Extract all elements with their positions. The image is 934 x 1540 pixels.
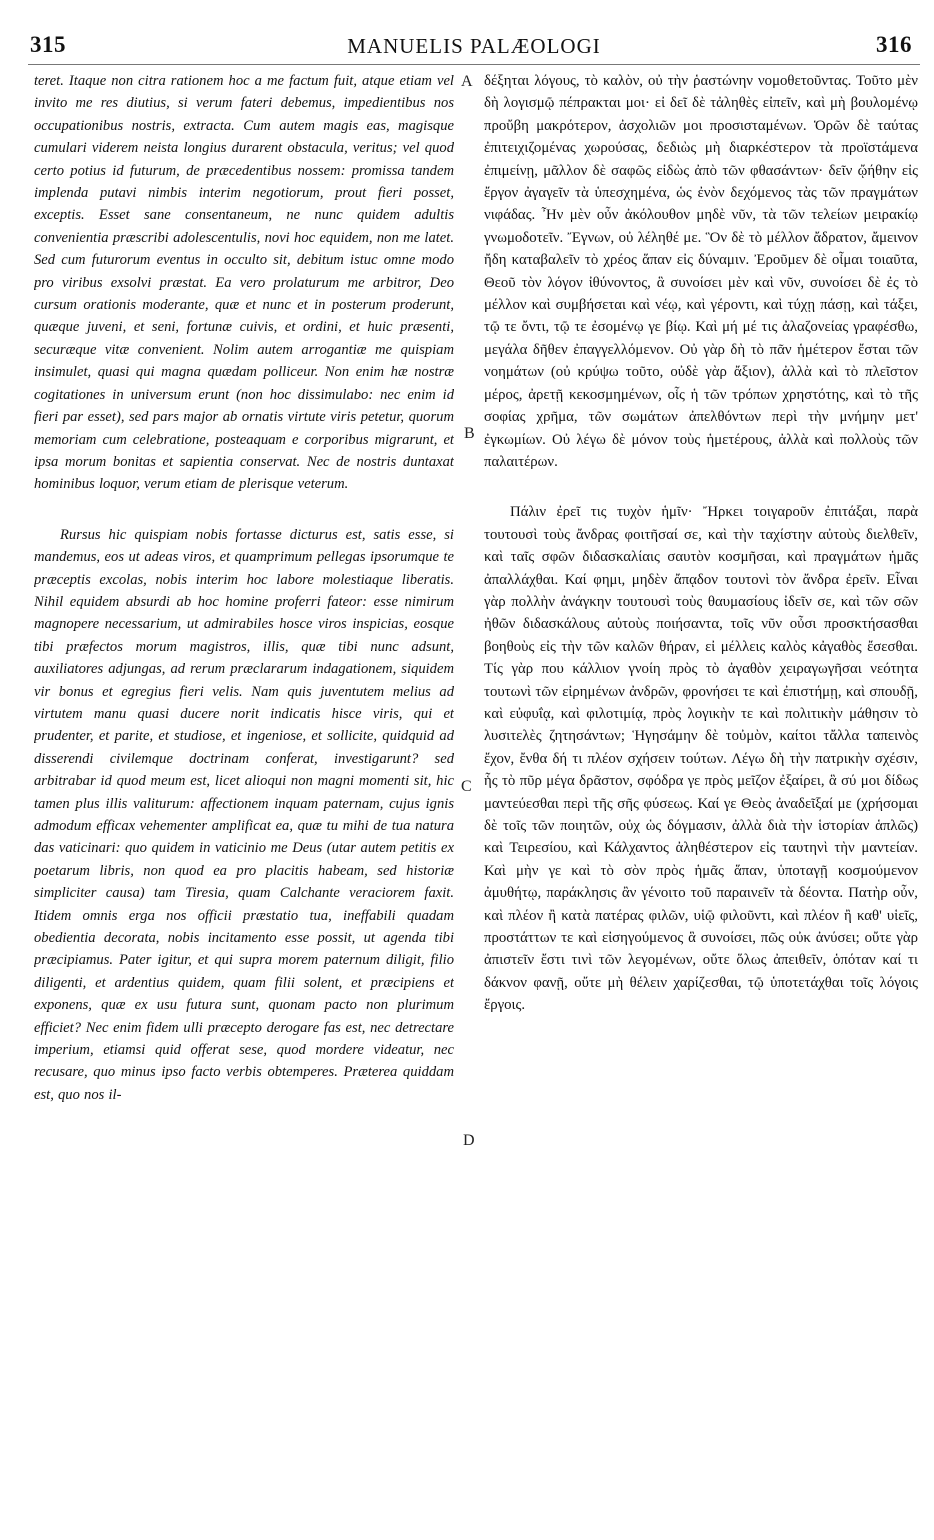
greek-paragraph-1: δέξηται λόγους, τὸ καλὸν, οὐ τὴν ῥαστώνην νομοθετοῦντας. Τοῦτο μὲν δὴ λογισμῷ πέπρακται μοι· εἰ δεῖ δὲ τἀληθὲς εἰπεῖν, καὶ μὴ βουλομένῳ προὔβη μακρότερον, ἀσχολιῶν μοι προσισταμένων. Ὁρῶν δὲ ταύτας ἐπιτειχιζομένας χωρούσας, δεδιὼς μὴ διαρκέστερον τὰ προϊστάμενα ἐπιμείνῃ, μᾶλλον δὲ σαφῶς εἰδὼς ἀπὸ τῶν φθασάντων· δεῖν ᾤήθην εἰς ἔργον ἀγαγεῖν τὰ ὑπεσχημένα, ὡς ἐνὸν δεχόμενος τὰς τῶν πραγμάτων νιφάδας. Ἦν μὲν οὖν ἀκόλουθον μηδὲ νῦν, τὰ τῶν τελείων μειρακίῳ γνωμοδοτεῖν. Ἔγνων, οὐ λέληθέ με. Ὃν δὲ τὸ μέλλον ἄδρατον, ἄμεινον ἤδη καταβαλεῖν τὸ χρέος ἅπαν εἰς δύναμιν. Ἐροῦμεν δὲ οἶμαι τοιαῦτα, Θεοῦ τὸν λόγον ἰθύνοντος, ἃ συνοίσει μὲν καὶ νῦν, συνοίσει δὲ ἐς τὸ μέλλον καὶ συμβήσεται καὶ νέῳ, καὶ γέροντι, καὶ τύχῃ πάσῃ, καὶ τάξει, τῷ τε ὄντι, τῷ τε ἐσομένῳ γε βίῳ. Καὶ μή μέ τις ἀλαζονείας γραφέσθω, μεγάλα δῆθεν ἐπαγγελλόμενον. Οὐ γὰρ δὴ τὸ πᾶν ἡμέτερον ἔσται τῶν νοημάτων (οὐ κρύψω τοῦτο, οὐδὲ γὰρ ἄξιον), ἀλλὰ καὶ τὸ πλεῖστον μέρος, ἀρετῇ κεκοσμημένων, οἷς ἡ τῶν τρόπων χρηστότης, καὶ τὸ τῆς σοφίας χρῆμα, τῶν σωμάτων ἀπελθόντων περὶ τὴν μνήμην μετ' ἐγκωμίων. Οὐ λέγω δὲ μόνον τοὺς ἡμετέρους, ἀλλὰ καὶ πολλοὺς τῶν παλαιτέρων. <box>484 73 918 470</box>
latin-paragraph-2: Rursus hic quispiam nobis fortasse dicturus est, satis esse, si mandemus, eos ut adeas viros, et quamprimum pellegas ipsorumque te præceptis excolas, nobis interim hoc labore molestiaque liberatis. Nihil equidem absurdi ab hoc homine proferri fateor: esse nimirum magnopere necessarium, ut admirabiles hosce viros inspicias, eosque tibi præfectos morum magistros, illis, quæ tibi nunc adsunt, auxiliatores adjungas, ad rerum præclararum indagationem, siquidem vir bonus et egregius fieri velis. Nam quis juventutem melius ad virtutem manu quasi ducere norit indicatis hisce viris, qui et prudenter, et parite, et studiose, et ingeniose, et sollicite, quidquid ad disserendi civilemque doctrinam conferat, investigarunt? sed arbitrabar id quod meum est, licet alioqui non magni momenti sit, hic tamen plus illis valiturum: affectionem inquam paternam, cujus ignis admodum efficax vehementer amplificat ea, quæ tu mihi de tua natura das vaticinari: quo quidem in vaticinio me Deus (utar autem petitis ex poetarum libris, non quod ea pro placitis habeam, sed historiæ simpliciter causa) tam Tiresia, quam Calchante veraciorem faxit. Itidem omnis erga nos officii præstatio tua, ineffabili quadam obedientia decorata, nobis incitamento esse possit, ut agenda tibi præcipiamus. Pater igitur, et qui supra morem paternum diligit, filio diligenti, et ardentius quidem, quam filii solent, et præcipiens et exponens, quæ ex usu futura sunt, quonam pacto non plurimum efficiet? Nec enim fidem ulli præcepto derogare fas est, nec detrectare imperium, etiamsi quid offerat sese, quod mordere videatur, nec recusare, quo minus ipso facto verbis obtemperes. Præterea quiddam est, quo nos il- <box>34 526 454 1103</box>
page-number-right: 316 <box>876 32 912 57</box>
section-marker-c: C <box>461 778 472 795</box>
greek-paragraph-2: Πάλιν ἐρεῖ τις τυχὸν ἡμῖν· Ἤρκει τοιγαροῦν ἐπιτάξαι, παρὰ τουτουσὶ τοὺς ἄνδρας φοιτῆσαί σε, καὶ τὴν ταχίστην αὐτοὺς διελθεῖν, καὶ ταῖς σφῶν διδασκαλίαις σαυτὸν κοσμῆσαι, καὶ πραγμάτων ἡμᾶς ἀπαλλάχθαι. Καί φημι, μηδὲν ἄπᾳδον τουτονὶ τὸν ἄνδρα ἐρεῖν. Εἶναι γὰρ πολλὴν ἀνάγκην τουτουσὶ τοὺς θαυμασίους ἰδεῖν σε, καὶ τῶν σῶν ἠθῶν διδασκάλους αὐτοὺς ποιήσαντα, τοῖς νῦν οὖσι προσκτήσασθαι βοηθοὺς εἰς τὴν τῶν καλῶν θήραν, εἰ μέλλεις καλὸς κἀγαθὸς ἔσεσθαι. Τίς γὰρ που κάλλιον γνοίη πρὸς τὸ ἀγαθὸν χειραγωγῆσαι νεότητα τουτωνὶ τῶν εἰρημένων ἀνδρῶν, φρονήσει τε καὶ ἐπιστήμῃ, καὶ σπουδῇ, καὶ εὐφυΐᾳ, καὶ φιλοτιμίᾳ, πρὸς λογικὴν τε καὶ πολιτικὴν μάθησιν τὸ λυσιτελὲς ζητησάντων; Ἡγησάμην δὲ τοὐμὸν, καίτοι τἄλλα ταπεινὸς ἔχον, ἔνθα δή τι πλέον σχήσειν τούτων. Λέγω δὴ τὴν πατρικὴν σχέσιν, ἧς τὸ πῦρ μέγα δρᾶστον, σφόδρα γε πρὸς μεῖζον ἐξαίρει, ἃ σύ μοι δίδως μαντεύεσθαι περὶ τῆς σῆς φύσεως. Καί γε Θεὸς ἀναδεῖξαί με (χρήσομαι δὲ τοῖς τῶν ποιητῶν, οὐχ ὡς δόγμασιν, ἀλλὰ διὰ τὴν ἱστορίαν ἁπλῶς) καὶ Τειρεσίου, καὶ Κάλχαντος ἀληθέστερον εἰς ταυτηνὶ τὴν μαντείαν. Καὶ μὴν γε καὶ τὸ σὸν πρὸς ἡμᾶς ἅπαν, ὑποταγῇ κοσμούμενον ἀμυθήτῳ, παράκλησις ἂν γένοιτο τοῦ παραινεῖν τὰ δέοντα. Πατὴρ οὖν, καὶ πλέον ἢ κατὰ πατέρας φιλῶν, υἱῷ φιλοῦντι, καὶ πλέον ἢ καθ' υἱεῖς, προστάττων τε καὶ εἰσηγούμενος ἃ συνοίσει, πῶς οὐκ ἀνύσει; οὔτε γὰρ ἀπιστεῖν ἔστι τινὶ τῶν λεγομένων, οὔτε ὅλως ἀπειθεῖν, ὁπόταν καί τι δάκνον φανῇ, οὔτε μὴ θέλειν χαρίζεσθαι, τῷ ὑποτετάχθαι τοῖς λόγοις ἔργοις. <box>484 504 918 1014</box>
latin-column <box>34 70 454 1530</box>
section-marker-b: B <box>464 425 475 442</box>
latin-paragraph-1: teret. Itaque non citra rationem hoc a me factum fuit, atque etiam vel invito me res diutius, si verum fateri debemus, impedientibus nos occupationibus nostris, extracta. Cum autem magis eas, magisque cumulari viderem neista longius durarent obstacula, veritus; vel quod certo potius id futurum, de præcedentibus nossem: promissa tandem implenda putavi nimbis interim negotiorum, prout fieri posset, exceptis. Esset sane consentaneum, ne nunc quidem adultis convenientia præscribi adolescentulis, novi hoc equidem, non me latet. Sed cum futurorum eventus in occulto sit, debitum istuc omne modo pro viribus exsolvi præstat. Ea vero prolaturum me arbitror, Deo cursum orationis moderante, quæ et nunc et in posterum proderunt, quæque juveni, et seni, fortunæ cuivis, et ordini, et huic præsenti, securæque vitæ convenient. Nolim autem arrogantiæ me quispiam insimulet, quasi qui magna quædam polliceur. Non enim hæ nostræ cogitationes in universum erunt (non hoc dissimulabo: nec enim id fieri par esset), sed pars major ab ornatis virtute viris petetur, quorum memoriam cum celebratione, posteaquam e corporibus migrarunt, et ipsa morum bonitas et sapientia conservat. Nec de nostris duntaxat hominibus loquor, verum etiam de plerisque veterum. <box>34 73 454 493</box>
page-number-left: 315 <box>30 32 66 57</box>
greek-column <box>484 70 918 1530</box>
running-title: MANUELIS PALÆOLOGI <box>347 34 601 58</box>
running-header <box>28 30 920 65</box>
section-marker-a: A <box>461 73 473 90</box>
section-marker-d: D <box>463 1132 475 1149</box>
